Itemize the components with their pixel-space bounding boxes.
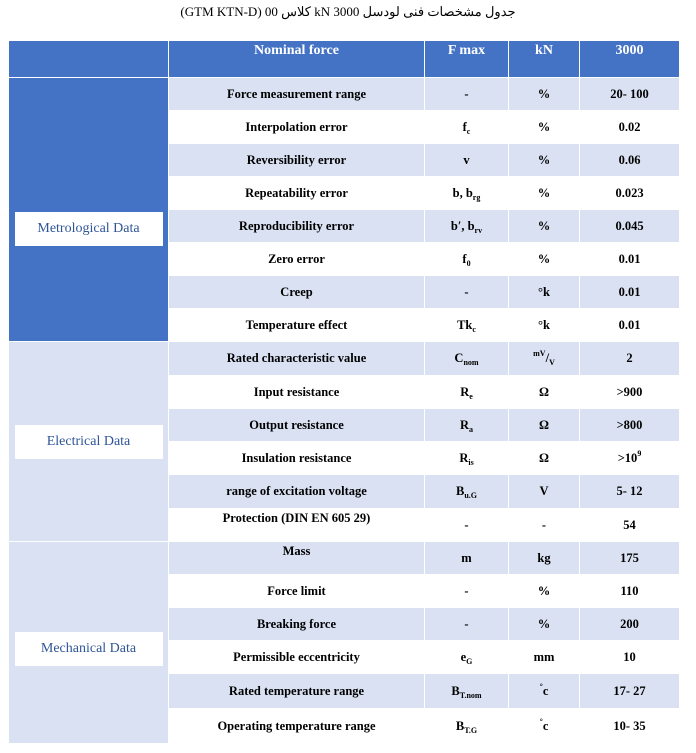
value-cell: >800 — [580, 409, 680, 442]
value-cell: 0.06 — [580, 144, 680, 177]
header-nominal-force: Nominal force — [169, 41, 425, 78]
symbol-cell: $R_e$ — [425, 376, 509, 409]
symbol-cell: - — [425, 575, 509, 608]
symbol-cell: $e_G$ — [425, 641, 509, 674]
symbol-cell: $f_c$ — [425, 111, 509, 144]
value-cell: 200 — [580, 608, 680, 641]
param-cell: Operating temperature range — [169, 709, 425, 744]
param-cell: Rated temperature range — [169, 674, 425, 709]
value-cell: >900 — [580, 376, 680, 409]
param-cell: Output resistance — [169, 409, 425, 442]
param-cell: Reversibility error — [169, 144, 425, 177]
unit-cell: % — [509, 575, 580, 608]
param-cell: Insulation resistance — [169, 442, 425, 475]
section-mechanical — [9, 542, 169, 744]
section-electrical — [9, 342, 169, 542]
value-cell: 2 — [580, 342, 680, 376]
symbol-cell: $B_{T.G}$ — [425, 709, 509, 744]
symbol-cell: - — [425, 78, 509, 111]
symbol-cell: $f_0$ — [425, 243, 509, 276]
value-cell: 0.023 — [580, 177, 680, 210]
section-metrological — [9, 78, 169, 342]
value-cell: 10- 35 — [580, 709, 680, 744]
value-cell: 0.02 — [580, 111, 680, 144]
table-row — [9, 542, 680, 575]
unit-cell: °c — [509, 709, 580, 744]
header-fmax: F max — [425, 41, 509, 78]
symbol-cell: b′, $b_{rv}$ — [425, 210, 509, 243]
value-cell: $>10^9$ — [580, 442, 680, 475]
symbol-cell: $Tk_c$ — [425, 309, 509, 342]
unit-cell: - — [509, 509, 580, 542]
param-cell: Permissible eccentricity — [169, 641, 425, 674]
value-cell: 5- 12 — [580, 475, 680, 509]
unit-cell: °k — [509, 276, 580, 309]
symbol-cell: v — [425, 144, 509, 177]
value-cell: 20- 100 — [580, 78, 680, 111]
unit-cell: % — [509, 608, 580, 641]
symbol-cell: $C_{nom}$ — [425, 342, 509, 376]
param-cell: Force measurement range — [169, 78, 425, 111]
param-cell: Breaking force — [169, 608, 425, 641]
value-cell: 110 — [580, 575, 680, 608]
param-cell: Creep — [169, 276, 425, 309]
param-cell: Interpolation error — [169, 111, 425, 144]
param-cell: Zero error — [169, 243, 425, 276]
value-cell: 0.045 — [580, 210, 680, 243]
spec-table — [8, 40, 680, 744]
unit-cell: Ω — [509, 376, 580, 409]
unit-cell: % — [509, 210, 580, 243]
param-cell: Mass — [169, 542, 425, 575]
value-cell: 175 — [580, 542, 680, 575]
param-cell: Temperature effect — [169, 309, 425, 342]
header-3000: 3000 — [580, 41, 680, 78]
symbol-cell: $B_{T.nom}$ — [425, 674, 509, 709]
symbol-cell: $B_{u.G}$ — [425, 475, 509, 509]
param-cell: Reproducibility error — [169, 210, 425, 243]
param-cell: Repeatability error — [169, 177, 425, 210]
value-cell: 0.01 — [580, 243, 680, 276]
unit-cell: Ω — [509, 442, 580, 475]
unit-cell: $^{mV}/_V$ — [509, 342, 580, 376]
value-cell: 17- 27 — [580, 674, 680, 709]
value-cell: 0.01 — [580, 309, 680, 342]
section-label-mechanical: Mechanical Data — [15, 632, 163, 666]
param-cell: Protection (DIN EN 605 29) — [169, 509, 425, 542]
param-cell: Force limit — [169, 575, 425, 608]
param-cell: Input resistance — [169, 376, 425, 409]
table-row — [9, 342, 680, 376]
symbol-cell: - — [425, 276, 509, 309]
unit-cell: Ω — [509, 409, 580, 442]
symbol-cell: $R_{is}$ — [425, 442, 509, 475]
param-cell: Rated characteristic value — [169, 342, 425, 376]
section-label-metrological: Metrological Data — [15, 212, 163, 246]
section-label-electrical: Electrical Data — [15, 425, 163, 459]
value-cell: 0.01 — [580, 276, 680, 309]
symbol-cell: b, $b_{rg}$ — [425, 177, 509, 210]
document-title: جدول مشخصات فنی لودسل 3000 kN کلاس 00 (GTM KTN-D) — [180, 4, 516, 19]
header-kn: kN — [509, 41, 580, 78]
unit-cell: % — [509, 177, 580, 210]
symbol-cell: m — [425, 542, 509, 575]
value-cell: 10 — [580, 641, 680, 674]
unit-cell: % — [509, 144, 580, 177]
header-blank — [9, 41, 169, 78]
unit-cell: V — [509, 475, 580, 509]
unit-cell: % — [509, 78, 580, 111]
unit-cell: % — [509, 243, 580, 276]
unit-cell: kg — [509, 542, 580, 575]
param-cell: range of excitation voltage — [169, 475, 425, 509]
unit-cell: °c — [509, 674, 580, 709]
symbol-cell: - — [425, 509, 509, 542]
unit-cell: mm — [509, 641, 580, 674]
unit-cell: % — [509, 111, 580, 144]
symbol-cell: $R_a$ — [425, 409, 509, 442]
symbol-cell: - — [425, 608, 509, 641]
table-row — [9, 78, 680, 111]
value-cell: 54 — [580, 509, 680, 542]
unit-cell: °k — [509, 309, 580, 342]
header-row — [9, 41, 680, 78]
